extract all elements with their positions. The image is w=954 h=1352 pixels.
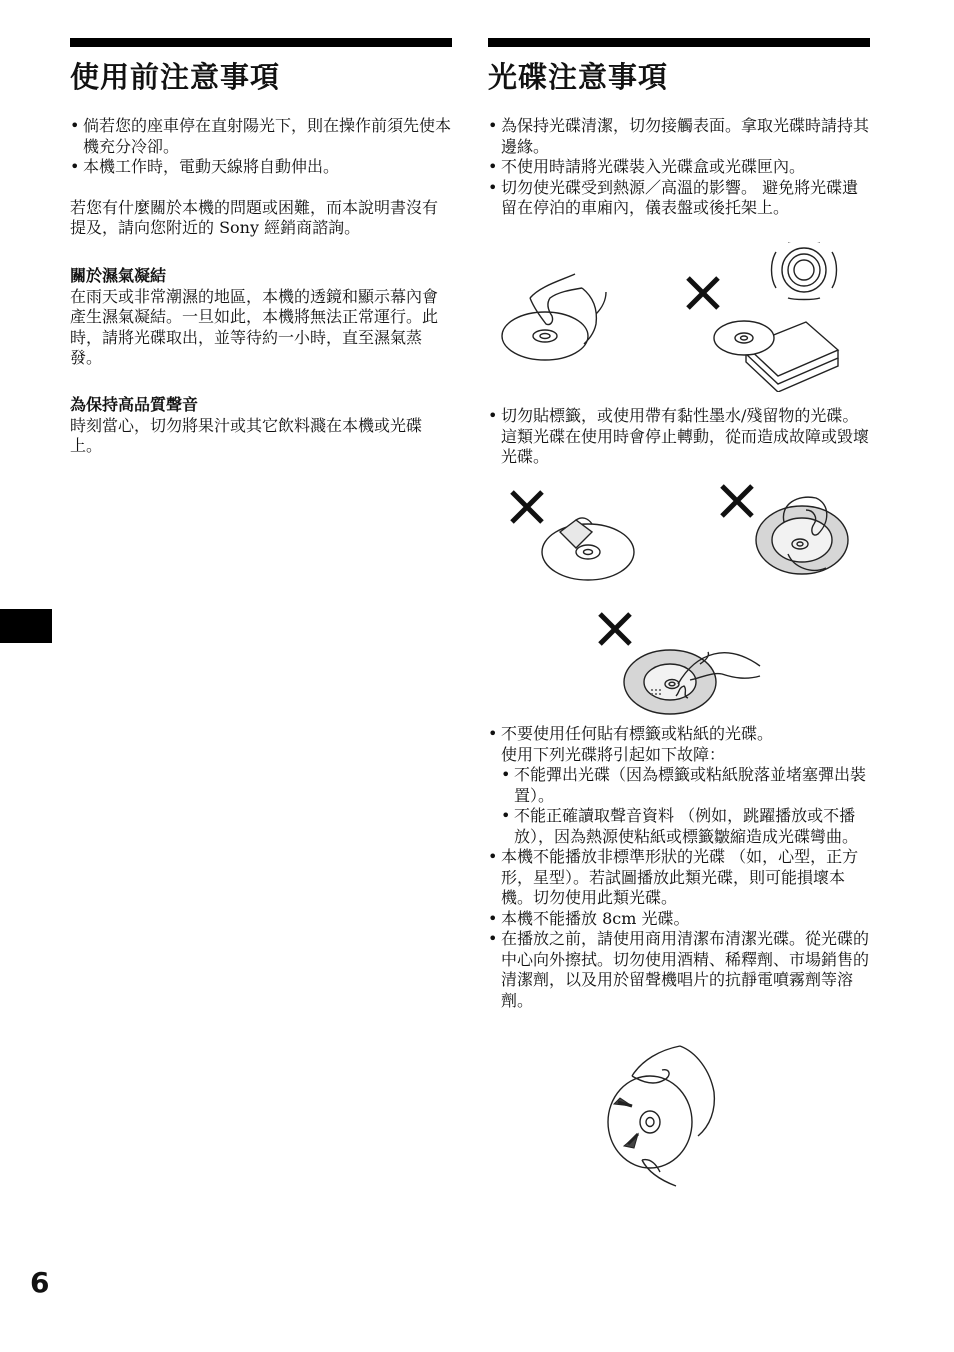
disc-cleaning-illustration xyxy=(602,1040,720,1188)
sound-quality-heading: 為保持高品質聲音 xyxy=(70,394,199,414)
list-item: • 倘若您的座車停在直射陽光下，則在操作前須先使本機充分冷卻。 xyxy=(70,116,452,157)
list-item: • 本機不能播放非標準形狀的光碟 （如，心型，正方形，星型）。若試圖播放此類光碟，則可能損壞本機。切勿使用此類光碟。 xyxy=(488,847,870,909)
list-item: • 本機工作時，電動天線將自動伸出。 xyxy=(70,157,452,178)
disc-label-illustration xyxy=(508,486,638,584)
disc-peeling-illustration xyxy=(718,482,852,582)
right-column xyxy=(488,38,870,219)
disc-holding-illustration xyxy=(500,268,610,368)
page-number: 6 xyxy=(30,1266,50,1299)
before-use-list xyxy=(70,116,452,178)
section-rule xyxy=(70,38,452,47)
list-item: • 在播放之前，請使用商用清潔布清潔光碟。從光碟的中心向外擦拭。切勿使用酒精、稀釋劑、市場銷售的清潔劑，以及用於留聲機唱片的抗靜電噴霧劑等溶劑。 xyxy=(488,929,870,1011)
section-rule xyxy=(488,38,870,47)
list-item: • 切勿貼標籤，或使用帶有黏性墨水/殘留物的光碟。這類光碟在使用時會停止轉動，從而造成故障或毀壞光碟。 xyxy=(488,406,870,468)
disc-notes-list-b xyxy=(488,406,870,468)
list-item: • 為保持光碟清潔，切勿接觸表面。拿取光碟時請持其邊緣。 xyxy=(488,116,870,157)
condensation-heading: 關於濕氣凝結 xyxy=(70,265,167,285)
disc-ink-illustration xyxy=(594,610,764,718)
intro-paragraph: 若您有什麼關於本機的問題或困難，而本說明書沒有提及，請向您附近的 Sony 經銷商諮詢。 xyxy=(70,197,439,237)
section-title-disc-notes: 光碟注意事項 xyxy=(488,60,669,94)
list-item-sublead: 使用下列光碟將引起如下故障： xyxy=(501,744,726,764)
sound-quality-paragraph: 時刻當心，切勿將果汁或其它飲料濺在本機或光碟上。 xyxy=(70,415,423,455)
section-tab-marker xyxy=(0,609,52,643)
disc-notes-list-c xyxy=(488,724,870,1011)
condensation-paragraph: 在雨天或非常潮濕的地區，本機的透鏡和顯示幕內會產生濕氣凝結。一旦如此，本機將無法正常運行。此時，請將光碟取出，並等待約一小時，直至濕氣蒸發。 xyxy=(70,286,439,367)
list-item-lead: 不要使用任何貼有標籤或粘紙的光碟。 xyxy=(501,724,774,743)
list-item: • 本機不能播放 8cm 光碟。 xyxy=(488,909,870,930)
disc-notes-list-a xyxy=(488,116,870,219)
fault-item: • 不能彈出光碟（因為標籤或粘紙脫落並堵塞彈出裝置）。 xyxy=(501,765,870,806)
fault-list xyxy=(501,765,870,847)
list-item: • 不使用時請將光碟裝入光碟盒或光碟匣內。 xyxy=(488,157,870,178)
disc-heat-illustration xyxy=(684,242,846,392)
left-column xyxy=(70,38,452,457)
list-item xyxy=(488,724,870,847)
fault-item: • 不能正確讀取聲音資料 （例如，跳躍播放或不播放），因為熱源使粘紙或標籤皺縮造成光碟彎曲。 xyxy=(501,806,870,847)
list-item: • 切勿使光碟受到熱源／高溫的影響。 避免將光碟遺留在停泊的車廂內，儀表盤或後托架上。 xyxy=(488,178,870,219)
section-title-before-use: 使用前注意事項 xyxy=(70,60,281,94)
